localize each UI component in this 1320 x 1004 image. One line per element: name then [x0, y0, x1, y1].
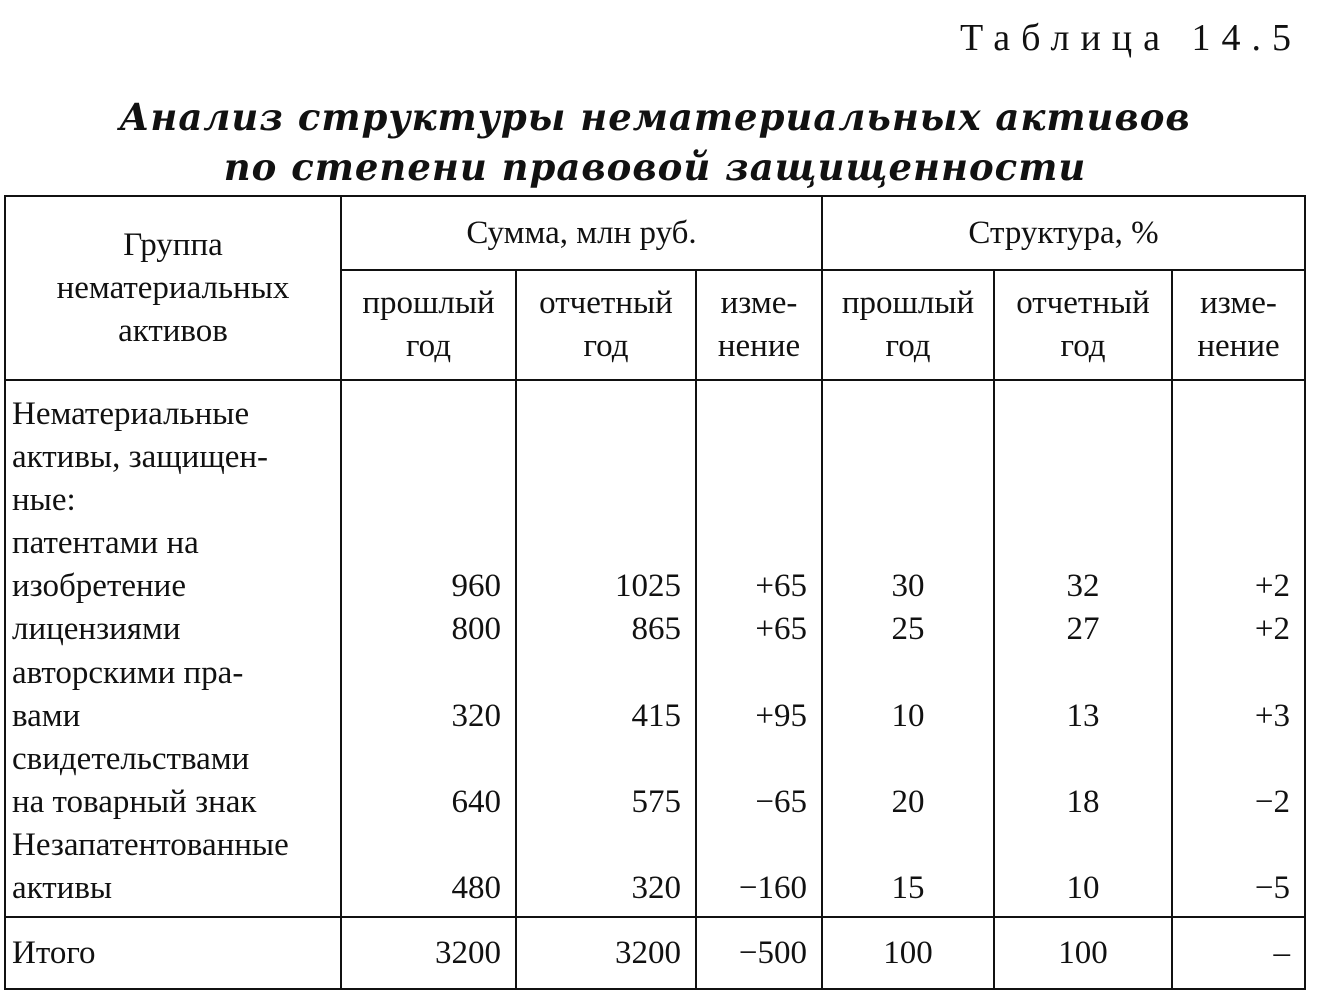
cell-sum-report: 415: [516, 651, 696, 737]
table-row: [5, 651, 1305, 737]
row-label: патентами на изобретение: [5, 522, 341, 608]
total-struct-change: –: [1172, 917, 1305, 989]
cell-sum-prev: 960: [341, 522, 516, 608]
cell-struct-change: −2: [1172, 738, 1305, 824]
header-struct-report-year: отчетный год: [994, 270, 1172, 380]
table-caption: [0, 92, 1310, 192]
cell-sum-prev: 320: [341, 651, 516, 737]
cell-sum-report: 865: [516, 608, 696, 651]
cell-struct-change: +2: [1172, 522, 1305, 608]
cell-sum-report: 575: [516, 738, 696, 824]
table-row: [5, 380, 1305, 522]
total-sum-prev: 3200: [341, 917, 516, 989]
cell-struct-prev: [822, 380, 994, 522]
cell-sum-change: [696, 380, 822, 522]
row-label: Нематериальные активы, защищен- ные:: [5, 380, 341, 522]
cell-struct-change: [1172, 380, 1305, 522]
cell-struct-change: −5: [1172, 824, 1305, 917]
cell-sum-change: −160: [696, 824, 822, 917]
cell-struct-change: +3: [1172, 651, 1305, 737]
cell-struct-change: +2: [1172, 608, 1305, 651]
cell-sum-prev: [341, 380, 516, 522]
caption-line-1: Анализ структуры нематериальных активов: [119, 95, 1191, 139]
row-label: лицензиями: [5, 608, 341, 651]
cell-struct-prev: 30: [822, 522, 994, 608]
cell-sum-report: 320: [516, 824, 696, 917]
cell-struct-prev: 20: [822, 738, 994, 824]
cell-sum-change: +95: [696, 651, 822, 737]
header-sum-report-year: отчетный год: [516, 270, 696, 380]
header-struct-prev-year: прошлый год: [822, 270, 994, 380]
cell-struct-report: [994, 380, 1172, 522]
cell-struct-prev: 15: [822, 824, 994, 917]
cell-sum-report: [516, 380, 696, 522]
intangible-assets-table: [4, 195, 1306, 990]
row-label: авторскими пра- вами: [5, 651, 341, 737]
table-number: Таблица 14.5: [959, 17, 1302, 59]
table-row: [5, 608, 1305, 651]
total-row: [5, 917, 1305, 989]
table-row: [5, 522, 1305, 608]
cell-sum-change: −65: [696, 738, 822, 824]
header-sum-change: изме- нение: [696, 270, 822, 380]
caption-line-2: по степени правовой защищенности: [223, 145, 1087, 189]
header-group: Группа нематериальных активов: [5, 196, 341, 380]
cell-sum-prev: 640: [341, 738, 516, 824]
table-row: [5, 738, 1305, 824]
cell-sum-report: 1025: [516, 522, 696, 608]
cell-sum-change: +65: [696, 608, 822, 651]
row-label: Незапатентованные активы: [5, 824, 341, 917]
header-structure: Структура, %: [822, 196, 1305, 270]
total-sum-report: 3200: [516, 917, 696, 989]
header-sum-prev-year: прошлый год: [341, 270, 516, 380]
cell-struct-prev: 10: [822, 651, 994, 737]
row-label: свидетельствами на товарный знак: [5, 738, 341, 824]
cell-struct-report: 10: [994, 824, 1172, 917]
total-struct-prev: 100: [822, 917, 994, 989]
cell-sum-change: +65: [696, 522, 822, 608]
total-label: Итого: [5, 917, 341, 989]
cell-struct-report: 27: [994, 608, 1172, 651]
header-struct-change: изме- нение: [1172, 270, 1305, 380]
total-struct-report: 100: [994, 917, 1172, 989]
cell-struct-prev: 25: [822, 608, 994, 651]
cell-sum-prev: 800: [341, 608, 516, 651]
cell-sum-prev: 480: [341, 824, 516, 917]
cell-struct-report: 18: [994, 738, 1172, 824]
cell-struct-report: 32: [994, 522, 1172, 608]
table-row: [5, 824, 1305, 917]
total-sum-change: −500: [696, 917, 822, 989]
header-sum: Сумма, млн руб.: [341, 196, 822, 270]
cell-struct-report: 13: [994, 651, 1172, 737]
header-row-top: [5, 196, 1305, 270]
